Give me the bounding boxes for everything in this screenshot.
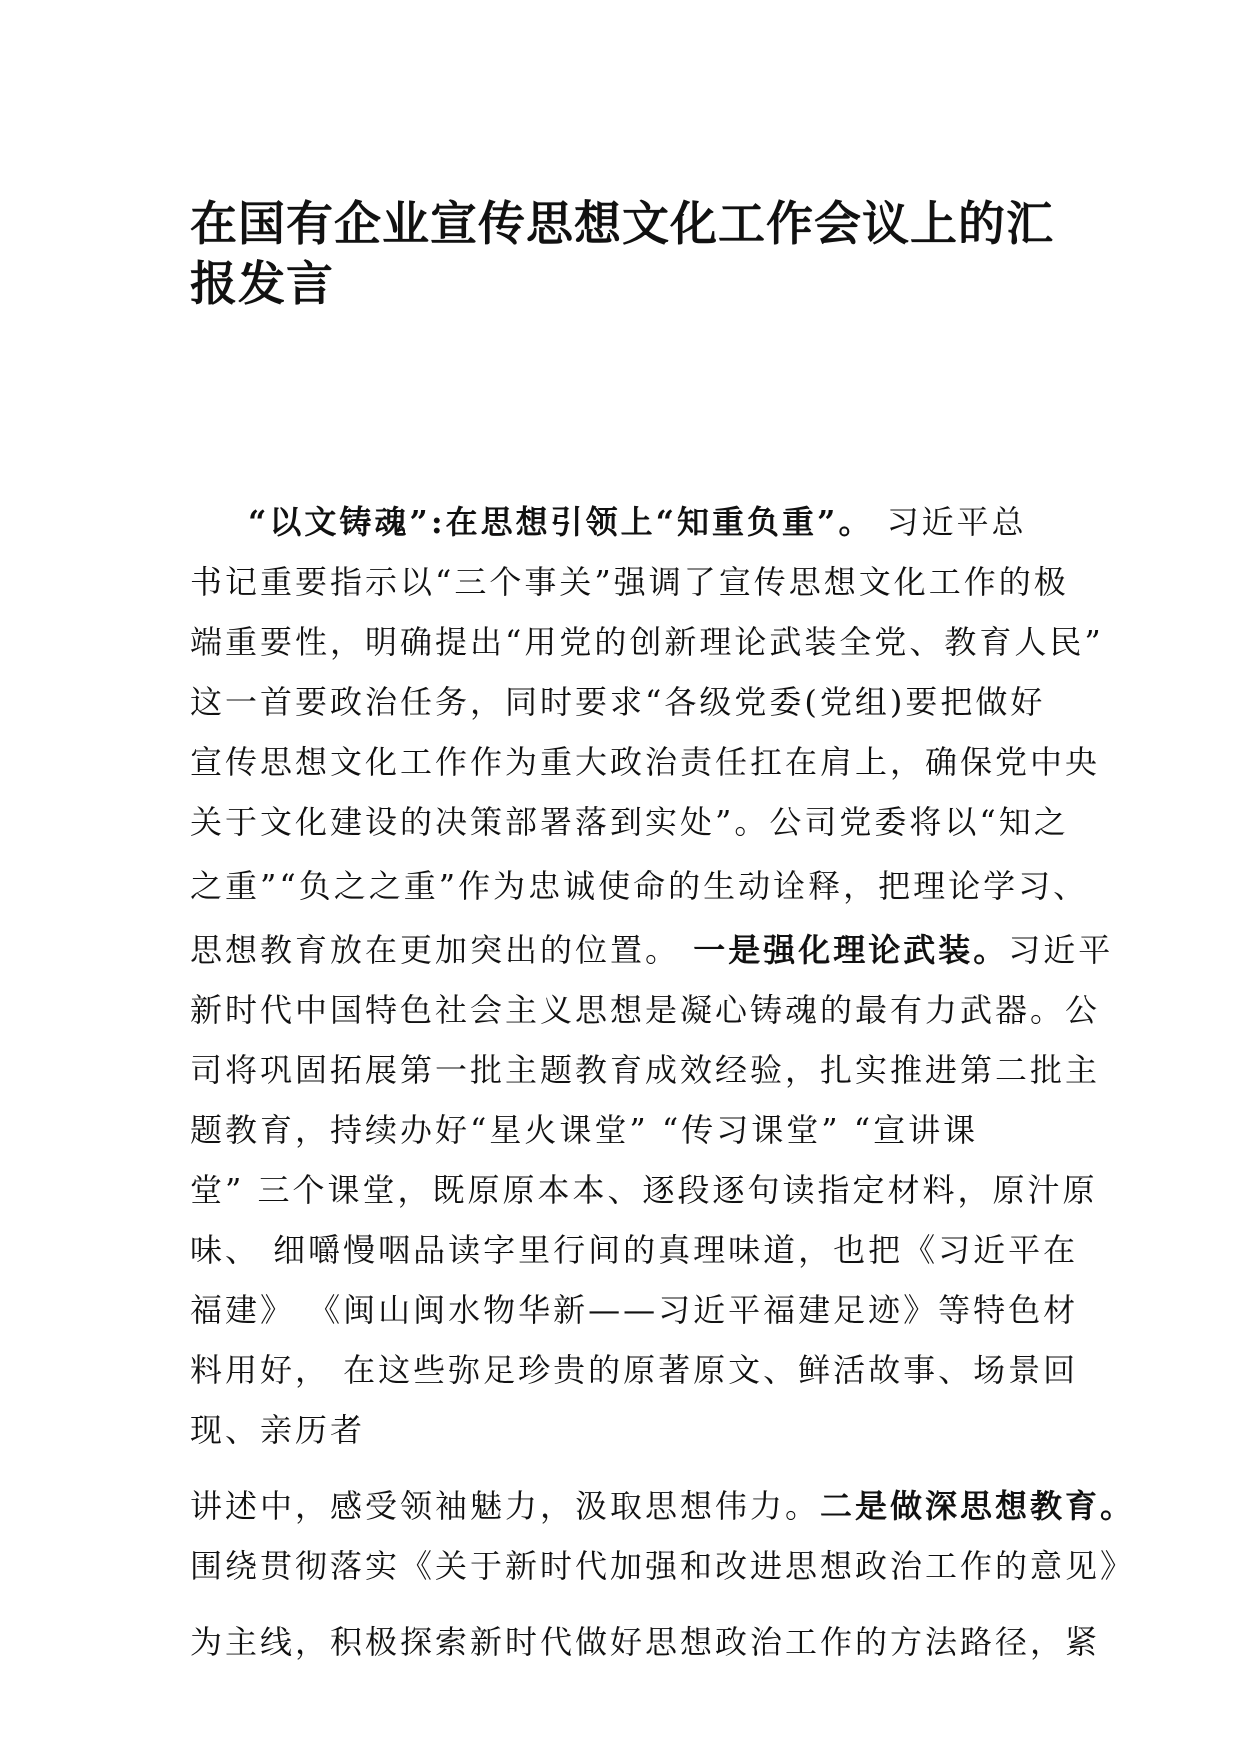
body-line: 宣传思想文化工作作为重大政治责任扛在肩上，确保党中央 xyxy=(190,743,1101,781)
body-line: 味、 细嚼慢咽品读字里行间的真理味道，也把《习近平在 xyxy=(190,1231,1079,1269)
body-line: 料用好， 在这些弥足珍贵的原著原文、鲜活故事、场景回 xyxy=(190,1351,1079,1389)
point-one-emphasis: 一是强化理论武装。 xyxy=(693,931,1009,969)
body-line: 新时代中国特色社会主义思想是凝心铸魂的最有力武器。公 xyxy=(190,991,1101,1029)
document-title xyxy=(190,195,1070,315)
body-line: 书记重要指示以“三个事关”强调了宣传思想文化工作的极 xyxy=(190,563,1069,601)
body-line: 讲述中，感受领袖魅力，汲取思想伟力。二是做深思想教育。 xyxy=(190,1487,1136,1525)
title-line-2: 报发言 xyxy=(190,257,334,312)
body-line: 思想教育放在更加突出的位置。 一是强化理论武装。习近平 xyxy=(190,931,1114,969)
body-line: 之重”“负之之重”作为忠诚使命的生动诠释，把理论学习、 xyxy=(190,867,1089,905)
title-line-1: 在国有企业宣传思想文化工作会议上的汇 xyxy=(190,197,1054,252)
body-line: 这一首要政治任务，同时要求“各级党委(党组)要把做好 xyxy=(190,683,1046,721)
body-line: 围绕贯彻落实《关于新时代加强和改进思想政治工作的意见》 xyxy=(190,1547,1136,1585)
body-line: 福建》 《闽山闽水物华新——习近平福建足迹》等特色材 xyxy=(190,1291,1079,1329)
body-line: 为主线，积极探索新时代做好思想政治工作的方法路径，紧 xyxy=(190,1623,1101,1661)
body-line: 关于文化建设的决策部署落到实处”。公司党委将以“知之 xyxy=(190,803,1069,841)
body-line: 司将巩固拓展第一批主题教育成效经验，扎实推进第二批主 xyxy=(190,1051,1101,1089)
point-two-emphasis: 二是做深思想教育。 xyxy=(820,1487,1136,1525)
body-line: 题教育，持续办好“星火课堂” “传习课堂” “宣讲课 xyxy=(190,1111,979,1149)
body-line: 堂” 三个课堂，既原原本本、逐段逐句读指定材料，原汁原 xyxy=(190,1171,1098,1209)
heading-emphasis: “以文铸魂”:在思想引领上“知重负重”。 xyxy=(248,503,874,541)
body-line: 现、亲历者 xyxy=(190,1411,366,1449)
body-line: “以文铸魂”:在思想引领上“知重负重”。 习近平总 xyxy=(248,503,1027,541)
body-line: 端重要性，明确提出“用党的创新理论武装全党、教育人民” xyxy=(190,623,1104,661)
